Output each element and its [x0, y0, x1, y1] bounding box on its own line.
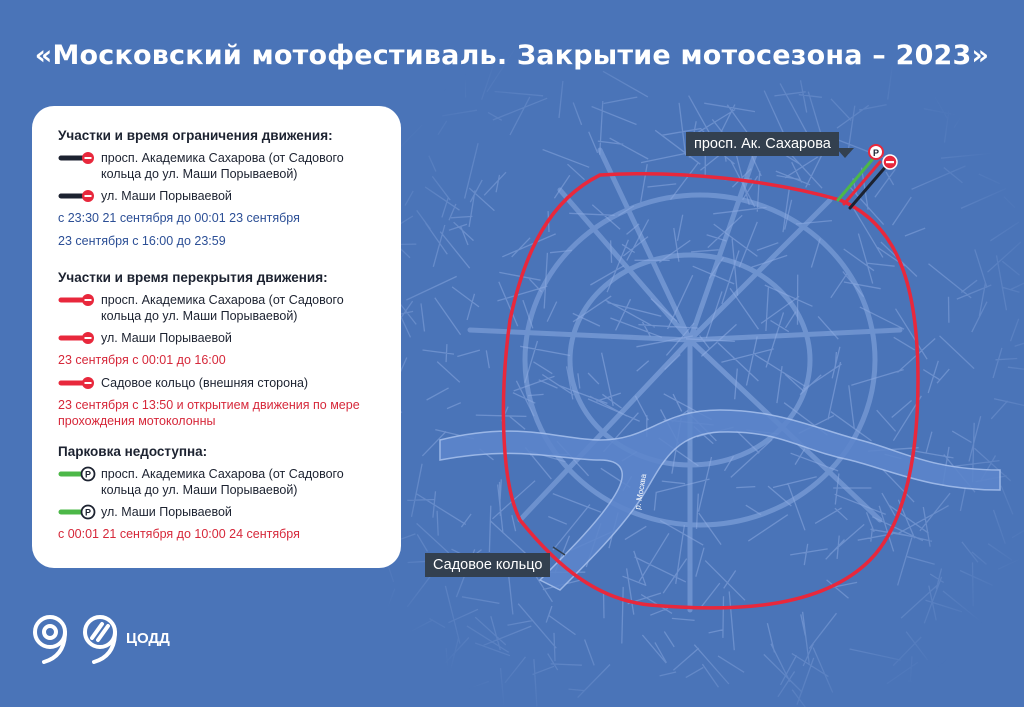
legend-item	[58, 150, 385, 182]
restriction-heading: Участки и время ограничения движения:	[58, 128, 333, 143]
legend-item	[58, 330, 385, 346]
parking-line-no-parking-icon	[58, 504, 96, 520]
closure-time: 23 сентября с 00:01 до 16:00	[58, 353, 226, 367]
logo-text: ЦОДД	[126, 630, 170, 647]
legend-label: просп. Академика Сахарова (от Садового кольца до ул. Маши Порываевой)	[101, 151, 344, 181]
river-label: р. Москва	[633, 473, 649, 511]
closure-line-no-entry-icon	[58, 375, 96, 391]
legend-item	[58, 188, 385, 204]
svg-text:P: P	[84, 507, 92, 518]
legend-label: ул. Маши Порываевой	[101, 505, 232, 519]
closure-line-no-entry-icon	[58, 292, 96, 308]
legend-item	[58, 466, 385, 498]
legend-item	[58, 375, 385, 391]
moscow-logo-icon	[30, 612, 122, 664]
legend-label: Садовое кольцо (внешняя сторона)	[101, 376, 309, 390]
callout-sakharova: просп. Ак. Сахарова	[686, 132, 839, 156]
legend-panel	[32, 106, 401, 568]
restriction-time: с 23:30 21 сентября до 00:01 23 сентября	[58, 211, 300, 225]
restriction-time: 23 сентября с 16:00 до 23:59	[58, 234, 226, 248]
garden-ring	[503, 174, 918, 608]
closure-heading: Участки и время перекрытия движения:	[58, 270, 328, 285]
legend-item	[58, 504, 385, 520]
map-no-entry-icon	[883, 155, 897, 169]
parking-time: с 00:01 21 сентября до 10:00 24 сентября	[58, 527, 300, 541]
closure-line-no-entry-icon	[58, 330, 96, 346]
legend-label: просп. Академика Сахарова (от Садового кольца до ул. Маши Порываевой)	[101, 293, 344, 323]
restriction-line-no-entry-icon	[58, 188, 96, 204]
page-title: «Московский мотофестиваль. Закрытие мотосезона – 2023»	[34, 40, 990, 71]
closure-time: 23 сентября с 13:50 и открытием движения по мере прохождения мотоколонны	[58, 398, 360, 428]
parking-heading: Парковка недоступна:	[58, 444, 208, 459]
legend-label: ул. Маши Порываевой	[101, 189, 232, 203]
callout-garden-ring: Садовое кольцо	[425, 553, 550, 577]
svg-text:P: P	[84, 469, 92, 480]
legend-label: просп. Академика Сахарова (от Садового кольца до ул. Маши Порываевой)	[101, 467, 344, 497]
parking-line-no-parking-icon	[58, 466, 96, 482]
map-no-parking-icon	[869, 145, 883, 159]
legend-item	[58, 292, 385, 324]
legend-label: ул. Маши Порываевой	[101, 331, 232, 345]
svg-text:P: P	[872, 148, 880, 158]
restriction-line-no-entry-icon	[58, 150, 96, 166]
